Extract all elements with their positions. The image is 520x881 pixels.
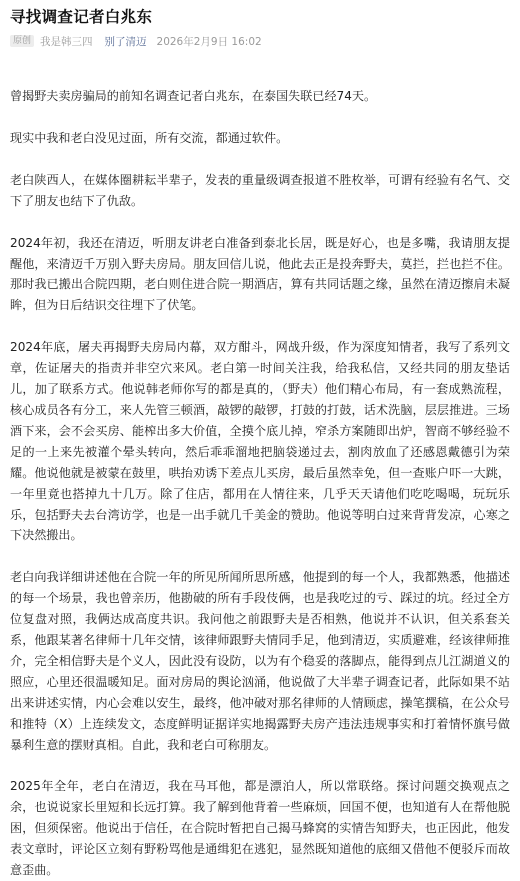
article-body <box>10 86 510 881</box>
author-name[interactable]: 我是韩三四 <box>40 35 93 48</box>
paragraph: 现实中我和老白没见过面，所有交流，都通过软件。 <box>10 130 289 145</box>
paragraph: 老白陕西人，在媒体圈耕耘半辈子，发表的重量级调查报道不胜枚举，可谓有经验有名气、交下了朋友也结下了仇敌。 <box>10 172 510 208</box>
publish-date: 2026年2月9日 16:02 <box>156 35 262 48</box>
paragraph: 老白向我详细讲述他在合院一年的所见所闻所思所感，他提到的每一个人，我都熟悉，他描述的每一个场景，我也曾亲历，他勘破的所有手段伎俩，也是我吃过的亏、踩过的坑。经过全方位复盘对照，我俩达成高度共识。我问他之前跟野夫是否相熟，他说并不认识，但关系套关系，他跟某著名律师十几年交情，该律师跟野夫情同手足，他到清迈，实质避难，经该律师推介，完全相信野夫是个义人，因此没有设防，以为有个稳妥的落脚点，能得到点儿江湖道义的照应，心里还很温暖知足。面对房局的舆论汹涌，他说做了大半辈子调查记者，此际如果不站出来讲述实情，内心会难以安生，最终，他冲破对那名律师的人情顾虑，操笔撰稿，在公众号和推特（X）上连续发文，态度鲜明证据详实地揭露野夫房产违法违规事实和打着情怀旗号做暴利生意的摆财真相。自此，我和老白可称朋友。 <box>10 570 510 752</box>
paragraph: 曾揭野夫卖房骗局的前知名调查记者白兆东，在泰国失联已经74天。 <box>10 89 377 103</box>
paragraph: 2024年底，屠夫再揭野夫房局内幕，双方酣斗，网战升级，作为深度知情者，我写了系列文章，佐证屠夫的指责并非空穴来风。老白第一时间关注我，给我私信，又经共同的朋友垫话儿，加了联系方式。他说韩老师你写的都是真的，（野夫）他们精心布局，有一套成熟流程，核心成员各有分工，来人先管三顿酒，敲锣的敲锣，打鼓的打鼓，话术洗脑，层层推进。三场酒下来，会不会买房、能榨出多大价值，全摸个底儿掉，窄杀方案随即出炉，智商不够经验不足的一上来先被灌个晕头转向，然后乖乖溜地把脑袋递过去，割肉放血了还感恩戴德引为荣耀。他说他就是被蒙在鼓里，哄抬劝诱下差点儿买房，最后虽然幸免，但一查账户吓一大跳，一年里竟也搭掉九十几万。除了住店，都用在人情往来，几乎天天请他们吃吃喝喝，玩玩乐乐，包括野夫去台湾访学，也是一出手就几千美金的赞助。他说等明白过来背背发凉，心寒之下决然搬出。 <box>10 340 510 543</box>
account-name-link[interactable]: 别了清迈 <box>104 35 147 48</box>
article-meta <box>10 32 510 50</box>
paragraph: 2024年初，我还在清迈，听朋友讲老白准备到泰北长居，既是好心，也是多嘴，我请朋友提醒他，来清迈千万别入野夫房局。朋友回信儿说，他此去正是投奔野夫，莫拦，拦也拦不住。那时我已搬出合院四期，老白则住进合院一期酒店，算有共同话题之缘，虽然在清迈擦肩未凝眸，但为日后结识交往埋下了伏笔。 <box>10 235 510 313</box>
original-badge: 原创 <box>10 35 34 47</box>
article-title: 寻找调查记者白兆东 <box>10 8 153 26</box>
paragraph: 2025年全年，老白在清迈，我在马耳他，都是漂泊人，所以常联络。探讨问题交换观点之余，也说说家长里短和长远打算。我了解到他背着一些麻烦，回国不便，也知道有人在帮他脱困，但须保密。他说出于信任，在合院时暂把自己揭马蜂窝的实情告知野夫，也正因此，他发表文章时，评论区立刻有野粉骂他是通缉犯在逃犯，显然既知道他的底细又借他不便驳斥而故意歪曲。 <box>10 779 510 878</box>
